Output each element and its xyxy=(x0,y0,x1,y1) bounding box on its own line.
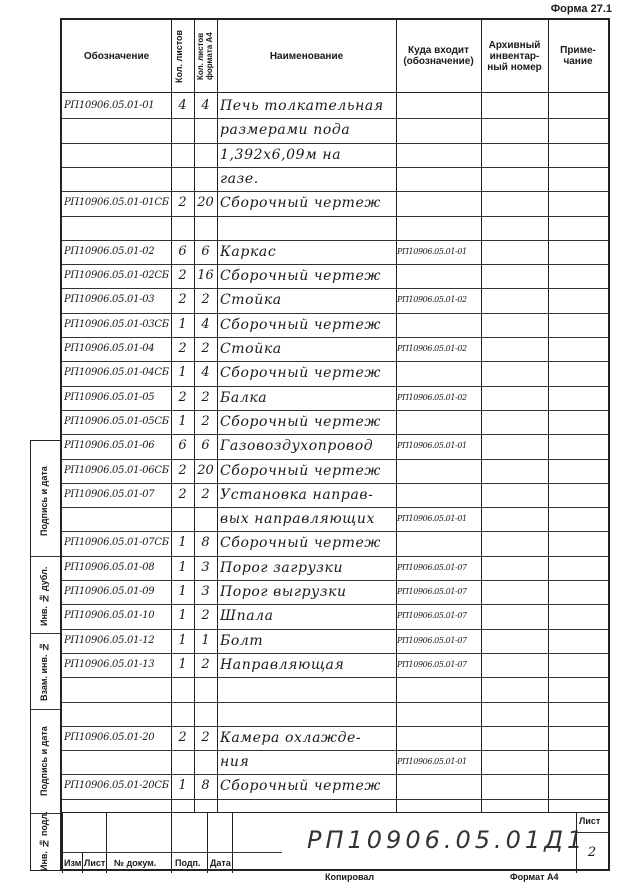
row-where-used xyxy=(397,192,481,214)
row-sheets xyxy=(171,508,194,530)
row-name: Стойка xyxy=(220,341,282,357)
row-where-used xyxy=(397,265,481,287)
row-sheets xyxy=(171,678,194,700)
row-where-used xyxy=(397,460,481,482)
tb-line xyxy=(207,812,208,873)
row-where-used: РП10906.05.01-07 xyxy=(397,562,467,572)
row-designation: РП10906.05.01-04 xyxy=(64,343,155,354)
tb-list-label: Лист xyxy=(84,858,106,868)
row-sheets-a4: 2 xyxy=(201,656,210,672)
col-line xyxy=(548,20,549,812)
row-sheets-a4: 4 xyxy=(201,98,210,113)
row-where-used xyxy=(397,217,481,239)
col-line xyxy=(481,20,482,812)
row-where-used xyxy=(397,678,481,700)
row-sheets xyxy=(171,144,194,166)
row-sheets-a4: 8 xyxy=(201,778,210,794)
row-where-used: РП10906.05.01-07 xyxy=(397,659,467,669)
row-where-used xyxy=(397,95,481,117)
row-name: Сборочный чертеж xyxy=(220,413,381,430)
row-sheets-a4: 2 xyxy=(201,341,210,356)
row-name: Печь толкательная xyxy=(220,98,384,114)
row-sheets: 2 xyxy=(178,729,187,745)
row-name: Сборочный чертеж xyxy=(220,268,381,285)
row-name: Сборочный чертеж xyxy=(220,778,381,795)
form-label: Форма 27.1 xyxy=(550,3,612,15)
row-sheets: 2 xyxy=(178,195,187,211)
row-sheets: 2 xyxy=(178,389,187,405)
tb-line xyxy=(106,812,107,873)
row-name: размерами пода xyxy=(220,122,351,139)
row-where-used: РП10906.05.01-02 xyxy=(397,392,467,402)
col-line xyxy=(217,20,218,812)
row-sheets: 1 xyxy=(178,778,187,794)
row-designation: РП10906.05.01-03СБ xyxy=(64,318,169,330)
row-sheets: 1 xyxy=(178,559,187,575)
tb-line xyxy=(576,832,608,833)
row-name: Каркас xyxy=(220,243,277,260)
row-where-used: РП10906.05.01-01 xyxy=(397,514,467,524)
row-designation xyxy=(64,751,170,773)
row-designation: РП10906.05.01-02СБ xyxy=(64,270,169,282)
row-where-used xyxy=(397,411,481,433)
row-sheets-a4: 2 xyxy=(201,729,210,745)
row-where-used: РП10906.05.01-07 xyxy=(397,587,467,596)
row-where-used xyxy=(397,484,481,506)
row-where-used xyxy=(397,362,481,384)
row-name: Сборочный чертеж xyxy=(220,462,381,479)
row-designation: РП10906.05.01-20 xyxy=(64,731,155,743)
row-sheets xyxy=(171,217,194,239)
row-name xyxy=(220,703,396,725)
row-sheets: 4 xyxy=(178,98,187,113)
margin-inv-podl: Инв. № подл. xyxy=(39,811,49,871)
row-designation xyxy=(64,168,170,190)
row-name: Болт xyxy=(220,632,264,649)
row-name: Сборочный чертеж xyxy=(220,535,381,552)
row-sheets xyxy=(171,703,194,725)
row-sheets-a4: 1 xyxy=(201,632,210,648)
row-designation: РП10906.05.01-13 xyxy=(64,658,155,670)
row-designation: РП10906.05.01-04СБ xyxy=(64,367,169,379)
header-where-used: Куда входит (обозначение) xyxy=(403,45,474,67)
margin-divider xyxy=(31,813,61,814)
row-sheets-a4: 6 xyxy=(201,243,210,259)
row-where-used xyxy=(397,703,481,725)
row-name: Газовоздухопровод xyxy=(220,438,374,455)
row-sheets-a4: 4 xyxy=(201,365,210,381)
row-where-used: РП10906.05.01-01 xyxy=(397,757,467,767)
row-designation: РП10906.05.01-07СБ xyxy=(64,537,169,549)
row-where-used xyxy=(397,727,481,749)
margin-vzam-inv: Взам. инв. № xyxy=(39,641,49,701)
margin-divider xyxy=(31,709,61,710)
margin-divider xyxy=(31,633,61,634)
row-designation: РП10906.05.01-12 xyxy=(64,634,155,646)
row-where-used: РП10906.05.01-01 xyxy=(397,246,467,256)
row-sheets: 2 xyxy=(178,268,187,284)
margin-sign-date-2: Подпись и дата xyxy=(39,726,49,796)
row-sheets: 2 xyxy=(178,341,187,356)
tb-doc-label: № докум. xyxy=(114,858,157,868)
header-sheets-a4: Кол. листов формата А4 xyxy=(196,32,214,80)
row-sheets-a4 xyxy=(194,144,217,166)
row-sheets: 1 xyxy=(178,608,187,624)
row-sheets-a4 xyxy=(194,168,217,190)
row-sheets: 1 xyxy=(178,632,187,648)
row-designation xyxy=(64,678,170,700)
row-where-used xyxy=(397,144,481,166)
row-designation: РП10906.05.01-01СБ xyxy=(64,197,169,209)
header-note: Приме- чание xyxy=(560,45,596,67)
row-designation: РП10906.05.01-10 xyxy=(64,610,155,622)
row-designation xyxy=(64,703,170,725)
row-designation: РП10906.05.01-05 xyxy=(64,391,155,403)
row-sheets: 1 xyxy=(178,535,187,551)
row-designation xyxy=(64,144,170,166)
row-name xyxy=(220,678,396,700)
row-sheets-a4: 3 xyxy=(201,584,210,599)
row-where-used xyxy=(397,532,481,554)
row-line xyxy=(62,799,608,800)
header-designation: Обозначение xyxy=(83,50,150,62)
tb-sheet-label: Лист xyxy=(579,816,601,826)
row-sheets-a4 xyxy=(194,703,217,725)
row-designation: РП10906.05.01-08 xyxy=(64,561,155,573)
row-sheets-a4: 20 xyxy=(197,195,214,211)
row-sheets-a4: 4 xyxy=(201,316,210,332)
row-name: Направляющая xyxy=(220,656,345,673)
row-sheets-a4: 2 xyxy=(201,292,210,308)
row-name: 1,392х6,09м на xyxy=(220,146,342,163)
row-sheets-a4 xyxy=(194,678,217,700)
title-block-top xyxy=(62,812,608,813)
row-designation: РП10906.05.01-20СБ xyxy=(64,780,169,792)
row-sheets: 2 xyxy=(178,292,187,308)
header-divider xyxy=(62,92,608,93)
tb-line xyxy=(82,852,83,873)
row-where-used: РП10906.05.01-02 xyxy=(397,295,467,305)
row-name: Балка xyxy=(220,389,268,406)
row-sheets: 1 xyxy=(178,365,187,381)
row-where-used: РП10906.05.01-01 xyxy=(397,441,467,451)
row-sheets xyxy=(171,119,194,141)
margin-inv-dubl: Инв. № дубл. xyxy=(39,566,49,626)
row-where-used: РП10906.05.01-07 xyxy=(397,635,467,645)
row-sheets: 6 xyxy=(178,438,187,454)
row-sheets: 2 xyxy=(178,486,187,502)
row-sheets-a4: 16 xyxy=(197,268,214,284)
row-designation: РП10906.05.01-06 xyxy=(64,440,155,452)
row-designation: РП10906.05.01-09 xyxy=(64,586,155,597)
row-name: Сборочный чертеж xyxy=(220,365,381,382)
row-sheets-a4: 2 xyxy=(201,389,210,405)
row-name: Установка направ- xyxy=(220,486,374,503)
row-where-used: РП10906.05.01-07 xyxy=(397,611,467,621)
tb-line xyxy=(62,852,282,853)
row-sheets: 1 xyxy=(178,413,187,429)
row-sheets-a4: 3 xyxy=(201,559,210,575)
document-stamp-code: РП10906.05.01Д1 xyxy=(307,826,587,854)
row-where-used xyxy=(397,168,481,190)
tb-line xyxy=(62,812,63,873)
row-designation: РП10906.05.01-03 xyxy=(64,294,155,306)
row-sheets-a4 xyxy=(194,751,217,773)
row-name: Камера охлажде- xyxy=(220,729,362,746)
row-designation: РП10906.05.01-05СБ xyxy=(64,415,169,427)
row-where-used: РП10906.05.01-02 xyxy=(397,344,467,353)
row-name: Шпала xyxy=(220,608,274,625)
row-name: ния xyxy=(220,754,250,771)
row-where-used xyxy=(397,775,481,797)
row-name: Порог выгрузки xyxy=(220,584,347,600)
header-name: Наименование xyxy=(269,50,344,62)
row-where-used xyxy=(397,119,481,141)
row-sheets: 6 xyxy=(178,243,187,259)
row-sheets-a4 xyxy=(194,508,217,530)
row-designation: РП10906.05.01-01 xyxy=(64,100,155,111)
row-name: Сборочный чертеж xyxy=(220,195,381,212)
row-name: Порог загрузки xyxy=(220,559,344,576)
margin-columns xyxy=(30,440,60,871)
row-designation: РП10906.05.01-02 xyxy=(64,245,155,257)
row-name: газе. xyxy=(220,170,259,187)
tb-line xyxy=(171,812,172,873)
row-sheets-a4: 6 xyxy=(201,438,210,454)
row-name: вых направляющих xyxy=(220,511,375,528)
tb-izm-label: Изм xyxy=(64,858,82,868)
footer-copied: Копировал xyxy=(325,872,375,882)
tb-line xyxy=(232,812,233,873)
header-sheets: Кол. листов xyxy=(174,29,184,83)
row-name: Стойка xyxy=(220,292,282,309)
row-where-used xyxy=(397,314,481,336)
row-designation xyxy=(64,119,170,141)
footer-format: Формат А4 xyxy=(510,872,559,882)
specification-sheet xyxy=(60,18,610,871)
row-sheets-a4: 2 xyxy=(201,413,210,429)
row-sheets-a4: 20 xyxy=(197,462,214,478)
tb-date-label: Дата xyxy=(210,858,231,868)
row-name: Сборочный чертеж xyxy=(220,316,381,333)
row-designation: РП10906.05.01-06СБ xyxy=(64,464,169,476)
row-sheets: 1 xyxy=(178,584,187,599)
margin-sign-date-1: Подпись и дата xyxy=(39,466,49,536)
row-sheets xyxy=(171,168,194,190)
row-designation: РП10906.05.01-07 xyxy=(64,488,155,500)
row-designation xyxy=(64,217,170,239)
row-name xyxy=(220,217,396,239)
row-sheets-a4: 2 xyxy=(201,608,210,624)
tb-sign-label: Подп. xyxy=(175,858,201,868)
row-sheets: 1 xyxy=(178,316,187,332)
row-sheets xyxy=(171,751,194,773)
row-sheets: 2 xyxy=(178,462,187,478)
margin-divider xyxy=(31,556,61,557)
header-archive: Архивный инвентар- ный номер xyxy=(487,39,542,73)
tb-sheet-number: 2 xyxy=(587,845,597,860)
row-sheets-a4: 2 xyxy=(201,486,210,502)
row-sheets: 1 xyxy=(178,656,187,672)
row-sheets-a4 xyxy=(194,119,217,141)
row-sheets-a4 xyxy=(194,217,217,239)
row-sheets-a4: 8 xyxy=(201,535,210,551)
row-designation xyxy=(64,508,170,530)
